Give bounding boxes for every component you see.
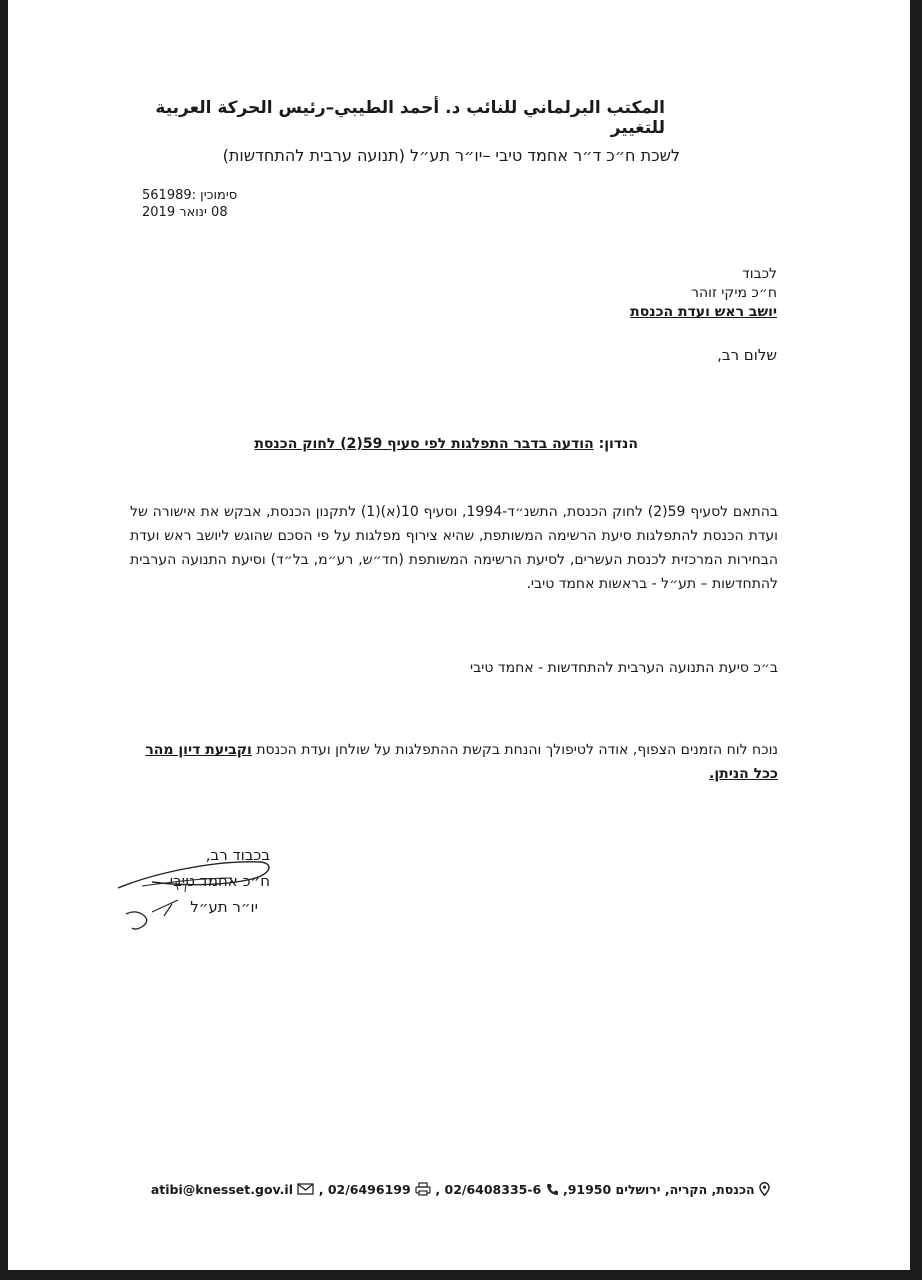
signoff-title: יו״ר תע״ל <box>190 898 258 916</box>
subject-label: הנדון: <box>598 436 638 452</box>
footer-email: atibi@knesset.gov.il <box>150 1182 293 1197</box>
signoff-name: ח״כ אחמד טיבי <box>169 872 270 890</box>
handwritten-signature <box>112 852 282 942</box>
letterhead-arabic: المكتب البرلماني للنائب د. أحمد الطيبي–رئيس الحركة العربية للتغيير <box>155 98 665 138</box>
body-paragraph: בהתאם לסעיף 59(2) לחוק הכנסת, התשנ״ד-1994, וסעיף 10(א)(1) לתקנון הכנסת, אבקש את אישורה של ועדת הכנסת להתפלגות סיעת הרשימה המשותפת, שהיא צירוף מפלגות על פי הסכם שהוגש ליושב ראש ועדת הבחירות המרכזית לכנסת העשרים, לסיעת הרשימה המשותפת (חד״ש, רע״מ, בל״ד) וסיעת התנועה הערבית להתחדשות – תע״ל - בראשות אחמד טיבי. <box>130 504 778 592</box>
addressee-name: ח״כ מיקי זוהר <box>691 285 777 301</box>
on-behalf-line: ב״כ סיעת התנועה הערבית להתחדשות - אחמד טיבי <box>470 660 778 676</box>
request-paragraph <box>130 738 778 786</box>
reference-block <box>142 187 342 221</box>
letter-date: 08 ינואר 2019 <box>142 205 228 220</box>
signoff-closing: בכבוד רב, <box>205 846 270 864</box>
footer-phone: 02/6408335-6 , <box>435 1182 542 1197</box>
footer-contact <box>150 1182 770 1199</box>
reference-number: סימוכין :561989 <box>142 188 238 203</box>
request-emphasis: וקביעת דיון מהר ככל הניתן. <box>145 742 778 782</box>
request-text: נוכח לוח הזמנים הצפוף, אודה לטיפולך והנחת בקשת ההתפלגות על שולחן ועדת הכנסת <box>251 742 778 758</box>
phone-icon <box>546 1183 559 1199</box>
scan-border-bottom <box>0 1270 922 1280</box>
scan-border-left <box>0 0 8 1280</box>
addressee-to: לכבוד <box>742 266 777 282</box>
addressee-title: יושב ראש ועדת הכנסת <box>630 304 777 320</box>
location-pin-icon <box>759 1182 770 1199</box>
fax-icon <box>415 1182 431 1199</box>
letterhead-hebrew: לשכת ח״כ ד״ר אחמד טיבי –יו״ר תע״ל (תנועה ערבית להתחדשות) <box>222 146 680 165</box>
footer-fax: 02/6496199 , <box>318 1182 411 1197</box>
greeting: שלום רב, <box>717 346 777 364</box>
addressee-block <box>400 265 777 322</box>
envelope-icon <box>297 1183 314 1198</box>
scan-border-right <box>910 0 922 1280</box>
subject-line <box>150 436 638 452</box>
subject-text: הודעה בדבר התפלגות לפי סעיף 59(2) לחוק הכנסת <box>254 436 594 452</box>
footer-address: הכנסת, הקריה, ירושלים 91950, <box>562 1182 755 1197</box>
